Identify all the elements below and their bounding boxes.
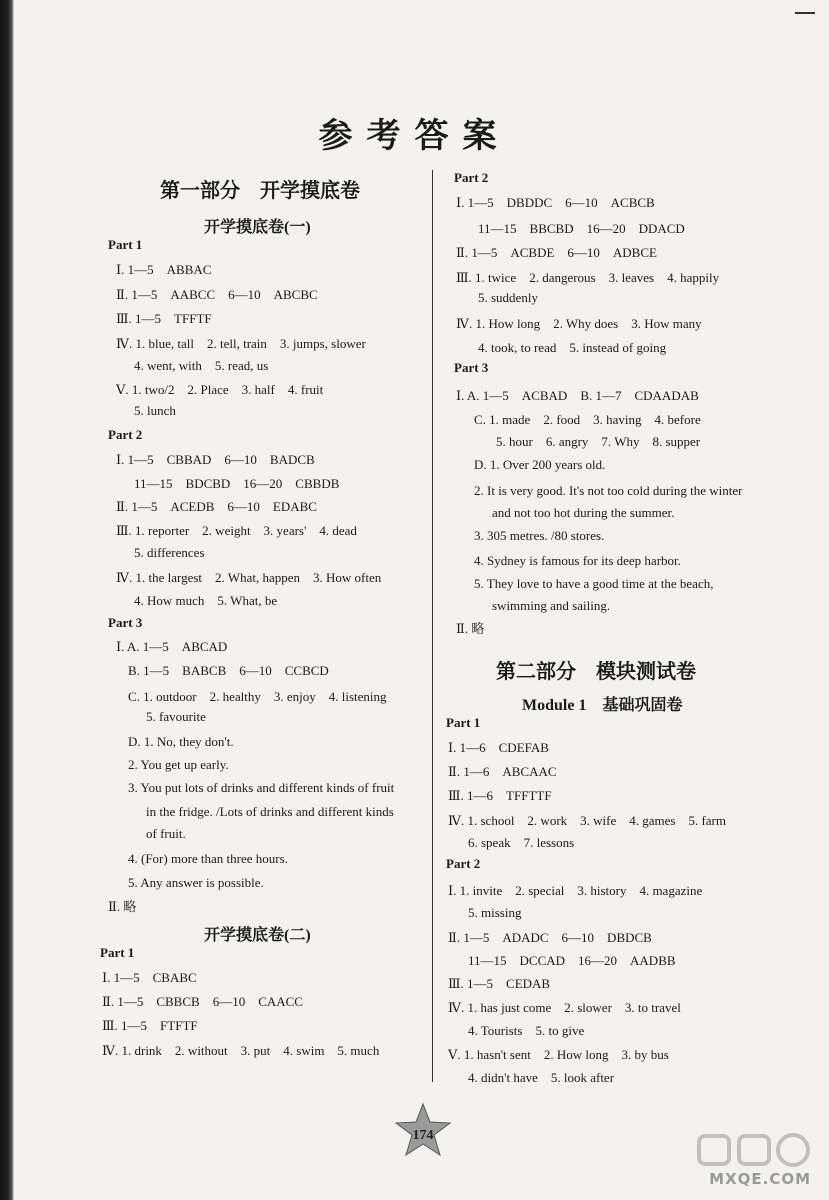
- corner-mark: [795, 12, 815, 14]
- answer-line: D. 1. Over 200 years old.: [474, 457, 606, 472]
- part-heading: Part 1: [446, 715, 481, 730]
- answer-line: Ⅴ. 1. hasn't sent 2. How long 3. by bus: [448, 1047, 669, 1062]
- answer-line: Ⅱ. 1—6 ABCAAC: [448, 764, 557, 779]
- answer-line: 5. They love to have a good time at the beach,: [474, 576, 714, 591]
- answer-line: Ⅰ. A. 1—5 ACBAD B. 1—7 CDAADAB: [456, 388, 699, 403]
- answer-line: Ⅳ. 1. the largest 2. What, happen 3. How often: [116, 570, 382, 585]
- answer-line: 3. You put lots of drinks and different kinds of fruit: [128, 780, 395, 795]
- answer-line: 4. took, to read 5. instead of going: [478, 340, 667, 355]
- page-binding-edge: [0, 0, 14, 1200]
- answer-line: Ⅳ. 1. drink 2. without 3. put 4. swim 5. much: [102, 1043, 380, 1058]
- answer-line: C. 1. made 2. food 3. having 4. before: [474, 412, 701, 427]
- answer-line: Ⅱ. 1—5 ACEDB 6—10 EDABC: [116, 499, 317, 514]
- answer-line: 4. didn't have 5. look after: [468, 1070, 615, 1085]
- answer-line: Ⅳ. 1. has just come 2. slower 3. to travel: [448, 1000, 681, 1015]
- answer-line: Ⅰ. A. 1—5 ABCAD: [116, 639, 228, 654]
- answer-line: 5. favourite: [146, 709, 206, 724]
- answer-line: 5. missing: [468, 905, 522, 920]
- part-heading: Part 3: [108, 615, 143, 630]
- answer-line: 5. suddenly: [478, 290, 538, 305]
- answer-line: Ⅰ. 1—5 CBABC: [102, 970, 197, 985]
- answer-line: 11—15 DCCAD 16—20 AADBB: [468, 953, 676, 968]
- answer-line: 4. (For) more than three hours.: [128, 851, 288, 866]
- answer-line: Ⅲ. 1—6 TFFTTF: [448, 788, 552, 803]
- paper-heading-2: 开学摸底卷(二): [204, 927, 311, 944]
- answer-line: Ⅲ. 1—5 TFFTF: [116, 311, 212, 326]
- answer-line: 4. went, with 5. read, us: [134, 358, 269, 373]
- answer-line: Ⅳ. 1. school 2. work 3. wife 4. games 5. farm: [448, 813, 726, 828]
- answer-line: and not too hot during the summer.: [492, 505, 675, 520]
- answer-line: B. 1—5 BABCB 6—10 CCBCD: [128, 663, 329, 678]
- answer-line: Ⅱ. 1—5 CBBCB 6—10 CAACC: [102, 994, 303, 1009]
- answer-line: 4. Tourists 5. to give: [468, 1023, 585, 1038]
- answer-line: 5. lunch: [134, 403, 176, 418]
- answer-line: Ⅳ. 1. blue, tall 2. tell, train 3. jumps, slower: [116, 336, 366, 351]
- answer-line: 5. Any answer is possible.: [128, 875, 264, 890]
- answer-line: 4. How much 5. What, be: [134, 593, 278, 608]
- answer-line: 2. It is very good. It's not too cold during the winter: [474, 483, 743, 498]
- answer-line: Ⅰ. 1—5 DBDDC 6—10 ACBCB: [456, 195, 655, 210]
- answer-line: Ⅰ. 1. invite 2. special 3. history 4. magazine: [448, 883, 703, 898]
- answer-line: 3. 305 metres. /80 stores.: [474, 528, 605, 543]
- answer-line: Ⅰ. 1—5 CBBAD 6—10 BADCB: [116, 452, 315, 467]
- answer-line: 4. Sydney is famous for its deep harbor.: [474, 553, 681, 568]
- answer-line: Ⅱ. 略: [456, 621, 485, 636]
- answer-line: C. 1. outdoor 2. healthy 3. enjoy 4. listening: [128, 689, 387, 704]
- answer-line: Ⅲ. 1. reporter 2. weight 3. years' 4. dead: [116, 523, 357, 538]
- part-heading: Part 1: [108, 237, 143, 252]
- answer-line: Ⅲ. 1. twice 2. dangerous 3. leaves 4. happily: [456, 270, 720, 285]
- answer-line: of fruit.: [146, 826, 186, 841]
- section-heading-2: 第二部分 模块测试卷: [496, 661, 696, 683]
- answer-line: 5. hour 6. angry 7. Why 8. supper: [496, 434, 701, 449]
- answer-line: Ⅴ. 1. two/2 2. Place 3. half 4. fruit: [116, 382, 324, 397]
- answer-line: swimming and sailing.: [492, 598, 611, 613]
- answer-line: 11—15 BDCBD 16—20 CBBDB: [134, 476, 340, 491]
- answer-line: Ⅱ. 1—5 AABCC 6—10 ABCBC: [116, 287, 318, 302]
- section-heading-1: 第一部分 开学摸底卷: [160, 180, 360, 202]
- answer-line: Ⅱ. 1—5 ACBDE 6—10 ADBCE: [456, 245, 657, 260]
- answer-line: Ⅲ. 1—5 CEDAB: [448, 976, 551, 991]
- answer-line: 2. You get up early.: [128, 757, 229, 772]
- answer-line: 6. speak 7. lessons: [468, 835, 575, 850]
- paper-heading-1: 开学摸底卷(一): [204, 219, 311, 236]
- part-heading: Part 2: [454, 170, 489, 185]
- part-heading: Part 3: [454, 360, 489, 375]
- answer-line: D. 1. No, they don't.: [128, 734, 234, 749]
- answer-line: 5. differences: [134, 545, 205, 560]
- page-number: 174: [412, 1128, 434, 1143]
- answer-line: Ⅱ. 1—5 ADADC 6—10 DBDCB: [448, 930, 652, 945]
- part-heading: Part 2: [108, 427, 143, 442]
- column-divider: [432, 170, 433, 1082]
- answer-line: in the fridge. /Lots of drinks and different kinds: [146, 804, 394, 819]
- part-heading: Part 1: [100, 945, 135, 960]
- watermark-text: MXQE.COM: [709, 1170, 811, 1188]
- answer-line: 11—15 BBCBD 16—20 DDACD: [478, 221, 685, 236]
- answer-line: Ⅰ. 1—6 CDEFAB: [448, 740, 549, 755]
- answer-line: Ⅳ. 1. How long 2. Why does 3. How many: [456, 316, 702, 331]
- part-heading: Part 2: [446, 856, 481, 871]
- answer-line: Ⅱ. 略: [108, 899, 137, 914]
- answer-line: Ⅲ. 1—5 FTFTF: [102, 1018, 198, 1033]
- module-heading: Module 1 基础巩固卷: [522, 697, 683, 714]
- page-title: 参考答案: [318, 118, 511, 155]
- answer-line: Ⅰ. 1—5 ABBAC: [116, 262, 212, 277]
